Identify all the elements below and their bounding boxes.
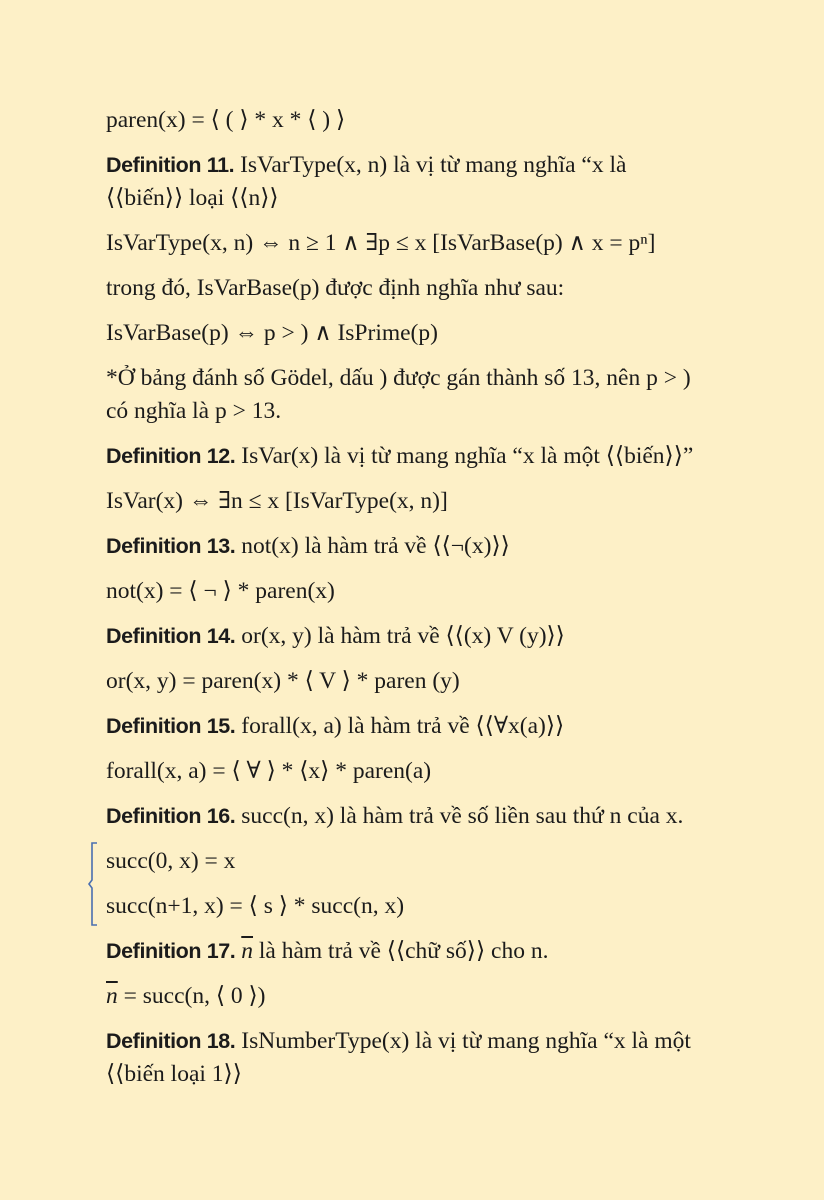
- not-formula: not(x) = ⟨ ¬ ⟩ * paren(x): [106, 578, 335, 604]
- definition-13-heading: Definition 13.: [106, 534, 236, 558]
- godel-note-line-1: *Ở bảng đánh số Gödel, dấu ) được gán thành số 13, nên p > ): [106, 365, 691, 391]
- isvar-formula: IsVar(x) ⇔ ∃n ≤ x [IsVarType(x, n)]: [106, 488, 448, 514]
- godel-note-line-2: có nghĩa là p > 13.: [106, 398, 282, 424]
- definition-16-text: succ(n, x) là hàm trả về số liền sau thứ n của x.: [235, 803, 684, 829]
- definition-14-text: or(x, y) là hàm trả về ⟨⟨(x) V (y)⟩⟩: [235, 623, 565, 649]
- paren-definition: paren(x) = ⟨ ( ⟩ * x * ⟨ ) ⟩: [106, 107, 346, 133]
- definition-16: [106, 800, 683, 832]
- definition-13: [106, 530, 510, 562]
- definition-18-text: IsNumberType(x) là vị từ mang nghĩa “x là một: [235, 1028, 691, 1054]
- succ-recursive-case: succ(n+1, x) = ⟨ s ⟩ * succ(n, x): [106, 893, 405, 919]
- definition-18-continuation: ⟨⟨biến loại 1⟩⟩: [106, 1061, 242, 1087]
- definition-15-text: forall(x, a) là hàm trả về ⟨⟨∀x(a)⟩⟩: [235, 713, 565, 739]
- definition-18: [106, 1025, 691, 1057]
- numeral-symbol: $\overline{n}$: [241, 938, 254, 964]
- definition-11: [106, 149, 626, 181]
- definition-11-continuation: ⟨⟨biến⟩⟩ loại ⟨⟨n⟩⟩: [106, 185, 279, 211]
- definition-12-text: IsVar(x) là vị từ mang nghĩa “x là một ⟨⟨biến⟩⟩”: [235, 443, 694, 469]
- left-brace-icon: [88, 842, 98, 926]
- definition-14-heading: Definition 14.: [106, 624, 236, 648]
- isvarbase-formula: IsVarBase(p) ⇔ p > ) ∧ IsPrime(p): [106, 320, 438, 346]
- definition-18-heading: Definition 18.: [106, 1029, 236, 1053]
- definition-17-text: là hàm trả về ⟨⟨chữ số⟩⟩ cho n.: [253, 938, 549, 964]
- isvartype-formula: IsVarType(x, n) ⇔ n ≥ 1 ∧ ∃p ≤ x [IsVarBase(p) ∧ x = pⁿ]: [106, 230, 656, 256]
- definition-15-heading: Definition 15.: [106, 714, 236, 738]
- definition-13-text: not(x) là hàm trả về ⟨⟨¬(x)⟩⟩: [235, 533, 510, 559]
- numeral-formula-text: = succ(n, ⟨ 0 ⟩): [117, 983, 266, 1009]
- definition-12-heading: Definition 12.: [106, 444, 236, 468]
- or-formula: or(x, y) = paren(x) * ⟨ V ⟩ * paren (y): [106, 668, 460, 694]
- forall-formula: forall(x, a) = ⟨ ∀ ⟩ * ⟨x⟩ * paren(a): [106, 758, 432, 784]
- definition-17-heading: Definition 17.: [106, 939, 236, 963]
- succ-base-case: succ(0, x) = x: [106, 848, 236, 874]
- numeral-symbol-2: $\overline{n}$: [106, 983, 118, 1009]
- definition-11-heading: Definition 11.: [106, 153, 235, 177]
- definition-16-heading: Definition 16.: [106, 804, 236, 828]
- definition-12: [106, 440, 693, 472]
- definition-14: [106, 620, 565, 652]
- definition-15: [106, 710, 564, 742]
- definition-17: [106, 935, 548, 967]
- definition-11-text: IsVarType(x, n) là vị từ mang nghĩa “x là: [234, 152, 627, 178]
- isvarbase-intro: trong đó, IsVarBase(p) được định nghĩa như sau:: [106, 275, 565, 301]
- numeral-formula: [106, 980, 266, 1012]
